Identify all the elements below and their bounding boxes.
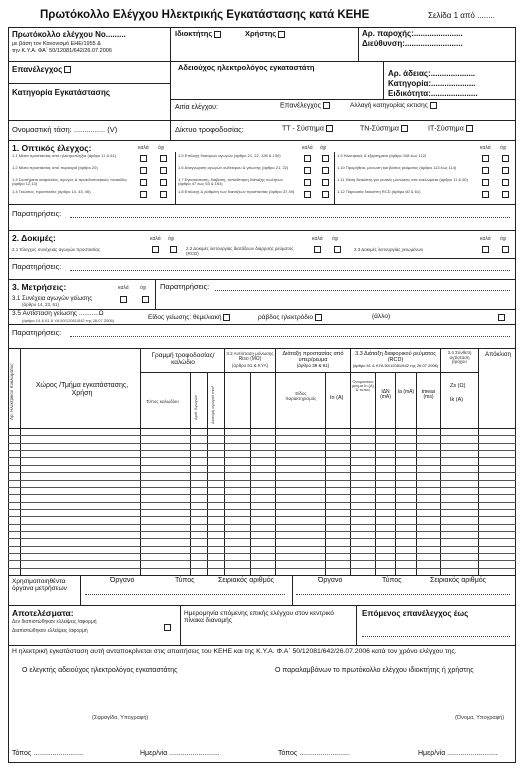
it-text: ΙΤ-Σύστημα [428, 125, 464, 133]
visual-check-title: 1. Οπτικός έλεγχος: [12, 143, 92, 153]
visual-item-1-2-no-checkbox[interactable] [160, 167, 167, 174]
visual-item-2-1: 1.5 Επιλογή διατομών αγωγών (άρθρο 21, 22, 128 & 130) [178, 153, 281, 158]
instr-1-type: Τύπος [175, 577, 195, 584]
meas-remarks-line[interactable] [70, 336, 510, 337]
instruments-label [12, 578, 82, 592]
date-left[interactable]: Ημερ/νία .......................... [140, 750, 220, 757]
specialty-field[interactable]: Ειδικότητα:..................... [388, 89, 478, 98]
table-row[interactable] [8, 531, 516, 532]
place-right[interactable]: Τόπος .......................... [278, 750, 350, 757]
col-idn [377, 390, 394, 400]
visual-item-3-1-no-checkbox[interactable] [502, 155, 509, 162]
tests-remarks-line[interactable] [70, 270, 510, 271]
recheck-checkbox[interactable] [64, 66, 71, 73]
license-no-field[interactable]: Αρ. άδειας:.................... [388, 69, 476, 78]
tests-title: 2. Δοκιμές: [12, 233, 56, 243]
date-right[interactable]: Ημερ/νία .......................... [418, 750, 498, 757]
reason-recheck-text: Επανέλεγχος [280, 102, 321, 110]
visual-item-2-4: 1.8 Επιλογή & ρύθμιση των διατάξεων προστασίας (άρθρο 37,39) [178, 189, 295, 194]
next-check-line[interactable] [362, 636, 510, 637]
meas-remarks-right-line[interactable] [215, 290, 510, 291]
results-line-2: Διαπιστώθηκαν ελλείψεις /αφορμή [12, 628, 88, 634]
earth-other [372, 314, 390, 321]
earth-foundation-checkbox[interactable] [223, 314, 230, 321]
table-row[interactable] [8, 457, 516, 458]
instr-1-label: Όργανο [110, 577, 135, 584]
next-date-label [184, 610, 354, 625]
install-category-label: Κατηγορία Εγκατάστασης [12, 88, 111, 97]
visual-item-2-2-good-checkbox[interactable] [304, 167, 311, 174]
table-row[interactable] [8, 450, 516, 451]
recheck-text: Επανέλεγχος [12, 65, 63, 74]
visual-item-1-1: 1.1 Μέσα προστασίας από ηλεκτροπληξία (άρθρο 11 & 61) [12, 153, 117, 158]
col-insulation [226, 351, 274, 368]
test-2-2-no[interactable] [334, 246, 341, 253]
col-rcd-text: 3.3 Διάταξη διαφορικού ρεύματος (RCD) [355, 351, 436, 364]
it-checkbox[interactable] [466, 125, 473, 132]
tests-remarks-label: Παρατηρήσεις: [12, 262, 62, 271]
visual-item-2-3-good-checkbox[interactable] [304, 179, 311, 186]
visual-item-2-4-good-checkbox[interactable] [304, 191, 311, 198]
tests-col3-no: όχι [500, 236, 507, 242]
form-title: Πρωτόκολλο Ελέγχου Ηλεκτρικής Εγκατάστασης κατά ΚΕΗΕ [40, 9, 370, 21]
tn-text: ΤΝ-Σύστημα [360, 125, 399, 133]
col-ik: Ik (A) [450, 397, 464, 403]
earth-other-checkbox[interactable] [498, 314, 505, 321]
table-row[interactable] [8, 553, 516, 554]
meas-col-good: καλά [118, 285, 129, 291]
visual-item-1-4-good-checkbox[interactable] [140, 191, 147, 198]
meas-3-1-ref: (άρθρο 14, 23, 61) [22, 302, 59, 307]
tests-col3-good: καλά [480, 236, 491, 242]
col-kind-text: Είδος Χαρακτηρισμός [285, 391, 317, 401]
table-row[interactable] [8, 568, 516, 569]
visual-col2-no: όχι [320, 145, 327, 151]
col-idn-text: IΔN (mA) [380, 389, 391, 400]
nominal-voltage [12, 126, 117, 134]
instr-2-line[interactable] [296, 594, 510, 595]
tests-col2-no: όχι [332, 236, 339, 242]
legal-basis-1: με βάση τον Κανονισμό ΕΗΕ/1955 & [12, 41, 101, 47]
visual-remarks-line[interactable] [70, 217, 510, 218]
meas-3-5-ref: (άρθρο 14 & 61 & ΥΑ 50/12081/642 της 26.07.2006) [22, 318, 115, 323]
visual-col3-no: όχι [500, 145, 507, 151]
earth-other-text: (άλλο) [372, 313, 391, 320]
user-checkbox[interactable] [278, 31, 285, 38]
earth-foundation-text: θεμελιακή [193, 314, 222, 322]
col-result [481, 352, 515, 358]
tt-checkbox[interactable] [326, 125, 333, 132]
col-space-text: Χώρος /Τμήμα εγκατάστασης, Χρήση [35, 382, 129, 397]
category-field[interactable]: Κατηγορία:.................... [388, 79, 476, 88]
left-role: Ο ελεγκτής αδειούχος ηλεκτρολόγος εγκαταστάτης [22, 667, 178, 674]
col-riso-text: Riso (MΩ) [238, 356, 262, 363]
recheck-label [12, 66, 71, 74]
visual-item-3-4: 1.12 Παρουσία διακόπτη RCD (άρθρο 60 & 61) [337, 189, 421, 194]
meas-3-1-good[interactable] [120, 296, 127, 303]
test-2-3-text: 2.3 Δοκιμές λειτουργίας γειωμένων [354, 247, 424, 252]
col-kind [280, 392, 322, 401]
table-row[interactable] [8, 524, 516, 525]
visual-col1-no: όχι [158, 145, 165, 151]
visual-item-3-2: 1.10 Προμήθεια, μόνωση και βάσεις ρεύματος (άρθρο 113 έως 114) [337, 165, 457, 170]
meas-3-1: 3.1 Συνέχεια αγωγών γείωσης [12, 296, 93, 302]
table-row[interactable] [8, 443, 516, 444]
nominal-voltage-unit: (V) [107, 125, 118, 134]
results-title: Αποτελέσματα: [12, 608, 74, 618]
test-2-3 [354, 248, 423, 253]
owner-text: Ιδιοκτήτης [175, 29, 213, 38]
reason-change-text: Αλλαγή κατηγορίας εκτισης [350, 102, 428, 110]
instr-2-serial: Σειριακός αριθμός [430, 577, 486, 584]
reason-change-checkbox[interactable] [430, 102, 437, 109]
visual-item-1-3: 1.3 Συστήματα ασφαλείας, αγωγός & προειδοποιητικές πινακίδες (άρθρο 12,13) [12, 177, 127, 187]
test-2-2-text: 2.2 Δοκιμές λειτουργίας διατάξεων διαρροής ρεύματος (RCD) [186, 246, 294, 256]
legal-basis-2: την Κ.Υ.Α. ΦΑ΄ 50/12081/642/26.07.2006 [12, 48, 112, 54]
earth-rod-checkbox[interactable] [315, 314, 322, 321]
visual-item-2-1-good-checkbox[interactable] [304, 155, 311, 162]
tn-checkbox[interactable] [401, 125, 408, 132]
instruments-label-text: Χρησιμοποιηθέντα όργανα μετρήσεων [12, 578, 67, 593]
tests-col1-no: όχι [168, 236, 175, 242]
visual-item-3-2-good-checkbox[interactable] [482, 167, 489, 174]
visual-item-3-4-no-checkbox[interactable] [502, 191, 509, 198]
next-check-label: Επόμενος επανέλεγχος έως [362, 609, 469, 618]
owner-label [175, 30, 221, 38]
col-loop-text: 3.4 Σύνθετη αντίσταση βρόχου [447, 350, 472, 364]
visual-item-3-3-good-checkbox[interactable] [482, 179, 489, 186]
test-2-1 [12, 248, 100, 253]
nominal-voltage-label: Ονομαστική τάση: [12, 125, 72, 134]
test-2-2-good[interactable] [314, 246, 321, 253]
col-riso-ref: (άρθρο 61 & ΚΥΑ) [231, 362, 269, 368]
col-cable-type: Τύπος καλωδίου [146, 399, 179, 404]
col-ia-text: Ia (mA) [397, 389, 415, 395]
reason-recheck [280, 102, 330, 109]
supply-number-field[interactable]: Αρ. παροχής:...................... [362, 29, 463, 38]
col-cross-section: Διατομή αγωγού mm² [210, 385, 215, 424]
visual-item-2-2-no-checkbox[interactable] [322, 167, 329, 174]
earth-type-label: Είδος γείωσης: [148, 314, 192, 322]
col-loop [442, 351, 477, 365]
nominal-voltage-field[interactable]: ............... [73, 125, 106, 134]
earth-rod-text: ράβδος ηλεκτρόδιο [258, 314, 313, 322]
visual-item-3-2-no-checkbox[interactable] [502, 167, 509, 174]
meas-col-no: όχι [140, 285, 147, 291]
col-tmeas [418, 390, 439, 400]
right-role: Ο παραλαμβάνων το πρωτόκολλο ελέγχου ιδιοκτήτης ή χρήστης [275, 667, 474, 674]
tests-col1-good: καλά [150, 236, 161, 242]
test-2-3-no[interactable] [502, 246, 509, 253]
table-row[interactable] [8, 472, 516, 473]
user-label [245, 30, 285, 38]
earth-type [148, 314, 230, 322]
test-2-1-good[interactable] [152, 246, 159, 253]
visual-item-3-3-no-checkbox[interactable] [502, 179, 509, 186]
tt-text: ΤΤ - Σύστημα [282, 125, 324, 133]
visual-item-1-1-no-checkbox[interactable] [160, 155, 167, 162]
visual-item-3-1: 1.9 Ηλεκτρικές & εξαρτήματα (άρθρο 108 έως 112) [337, 153, 427, 158]
col-in: In (A) [330, 395, 344, 401]
visual-item-1-1-good-checkbox[interactable] [140, 155, 147, 162]
test-2-2 [186, 247, 296, 256]
meas-3-5[interactable]: 3.5 Αντίσταση γείωσης ...........Ω [12, 310, 104, 317]
visual-item-2-3-no-checkbox[interactable] [322, 179, 329, 186]
table-row[interactable] [8, 494, 516, 495]
instr-1-serial: Σειριακός αριθμός [218, 577, 274, 584]
reason-recheck-checkbox[interactable] [323, 102, 330, 109]
col-tmeas-text: tmeas (ms) [421, 389, 436, 400]
visual-item-1-3-good-checkbox[interactable] [140, 179, 147, 186]
table-row[interactable] [8, 538, 516, 539]
col-protection-ref: (άρθρο 39 & 61) [296, 363, 330, 369]
statement-text: Η ηλεκτρική εγκατάσταση αυτή ανταποκρίνεται στις απαιτήσεις του ΚΕΗΕ και της Κ.Υ.Α. Φ.Α΄ 50/12081/642/26.07.2006 κατά τον χρόνο ελέγχου της. [12, 648, 457, 655]
user-text: Χρήστης [245, 29, 277, 38]
table-row[interactable] [8, 487, 516, 488]
table-row[interactable] [8, 502, 516, 503]
table-row[interactable] [8, 509, 516, 510]
test-2-1-text: 2.1 Έλεγχος συνέχειας αγωγών προστασίας [12, 247, 101, 252]
place-left[interactable]: Τόπος .......................... [12, 750, 84, 757]
visual-item-2-3: 1.7 Εγκατάσταση, διάβαση, τοποθέτηση διάταξης σωλήνων (άρθρο 47 έως 53 & 154) [178, 177, 284, 187]
col-zs: Zs (Ω) [450, 383, 466, 389]
owner-checkbox[interactable] [214, 31, 221, 38]
col-supply-line-text: Γραμμή τροφοδοσίας/ καλώδιο [151, 352, 215, 367]
statement [12, 648, 512, 656]
electrician-label: Αδειούχος ηλεκτρολόγος εγκαταστάτη [178, 63, 315, 72]
col-rcd [352, 351, 439, 369]
col-ia [397, 390, 415, 395]
visual-col1-good: καλά [138, 145, 149, 151]
results-line-1: Δεν διαπιστώθηκαν ελλείψεις /αφορμή [12, 619, 97, 625]
results-checkbox[interactable] [164, 624, 171, 631]
address-field[interactable]: Διεύθυνση:.......................... [362, 39, 463, 48]
visual-col3-good: καλά [480, 145, 491, 151]
visual-item-1-3-no-checkbox[interactable] [160, 179, 167, 186]
earth-rod [258, 314, 322, 322]
tests-col2-good: καλά [312, 236, 323, 242]
visual-item-3-4-good-checkbox[interactable] [482, 191, 489, 198]
visual-item-2-2: 1.6 Αναγνώριση αγωγών ουδετέρου & γείωσης (άρθρο 21, 22) [178, 165, 289, 170]
col-protection [277, 351, 349, 369]
test-2-1-no[interactable] [170, 246, 177, 253]
col-space [28, 382, 136, 397]
visual-item-2-4-no-checkbox[interactable] [322, 191, 329, 198]
tt-system [282, 125, 333, 132]
visual-item-1-2: 1.2 Μέσα προστασίας από πυρκαγιά (άρθρο 20) [12, 165, 98, 170]
next-date-text: Ημερομηνία επόμενης επικής ελέγχου στον κεντρικό πίνακα διανομής [184, 610, 334, 625]
right-sign[interactable]: (Όνομα, Υπογραφή) [455, 715, 505, 721]
protocol-number[interactable]: Πρωτόκολλο ελέγχου Νο......... [12, 30, 126, 39]
visual-remarks-label: Παρατηρήσεις: [12, 209, 62, 218]
instr-2-label: Όργανο [318, 577, 343, 584]
instr-2-type: Τύπος [382, 577, 402, 584]
instr-1-line[interactable] [85, 594, 285, 595]
visual-item-2-1-no-checkbox[interactable] [322, 155, 329, 162]
meas-3-1-no[interactable] [142, 296, 149, 303]
col-protection-text: Διάταξη προστασίας από υπερ/ρευμα [282, 351, 344, 364]
col-circuit-no: Αρ. Ηλεκτρικού Κυκλώματος [9, 363, 14, 420]
meas-remarks-right: Παρατηρήσεις: [160, 282, 210, 291]
network-type-label: Δίκτυο τροφοδοσίας: [175, 125, 244, 134]
col-rcd-ref: (άρθρο 61 & ΚΥΑ 50/12081/642 της 26.07.2006) [352, 363, 439, 369]
col-supply-line [143, 352, 223, 366]
tn-system [360, 125, 408, 132]
table-row[interactable] [8, 465, 516, 466]
table-row[interactable] [8, 480, 516, 481]
reason-label: Αιτία ελέγχου: [175, 104, 218, 111]
table-row[interactable] [8, 516, 516, 517]
col-insulation-text: 3.2 Αντίσταση μόνωσης [226, 351, 274, 356]
visual-item-1-4: 1.4 Γειώσεις, προστασίες (άρθρο 14, 43, 46) [12, 189, 91, 194]
visual-item-3-3: 1.11 Θέση διακόπτη για γενικές μονώσεις στα κυκλώματα (άρθρο 11 & 60) [337, 177, 468, 182]
reason-change [350, 102, 437, 110]
col-result-text: Απόκλιση [485, 352, 511, 358]
measurements-title: 3. Μετρήσεις: [12, 282, 67, 292]
visual-item-1-4-no-checkbox[interactable] [160, 191, 167, 198]
visual-item-1-2-good-checkbox[interactable] [140, 167, 147, 174]
page-number: Σελίδα 1 από ........ [428, 11, 495, 20]
col-rcd-in-text: Ονομαστικό ρεύμα In (A) & τύπος [352, 379, 374, 392]
table-row[interactable] [8, 546, 516, 547]
table-row[interactable] [8, 560, 516, 561]
col-cores: Αριθ. Αγωγών [193, 395, 198, 420]
meas-remarks-label: Παρατηρήσεις: [12, 328, 62, 337]
it-system [428, 125, 473, 132]
test-2-3-good[interactable] [482, 246, 489, 253]
table-row[interactable] [8, 435, 516, 436]
left-sign[interactable]: (Σφραγίδα, Υπογραφή) [92, 715, 149, 721]
visual-item-3-1-good-checkbox[interactable] [482, 155, 489, 162]
visual-col2-good: καλά [302, 145, 313, 151]
col-rcd-in [352, 380, 374, 392]
